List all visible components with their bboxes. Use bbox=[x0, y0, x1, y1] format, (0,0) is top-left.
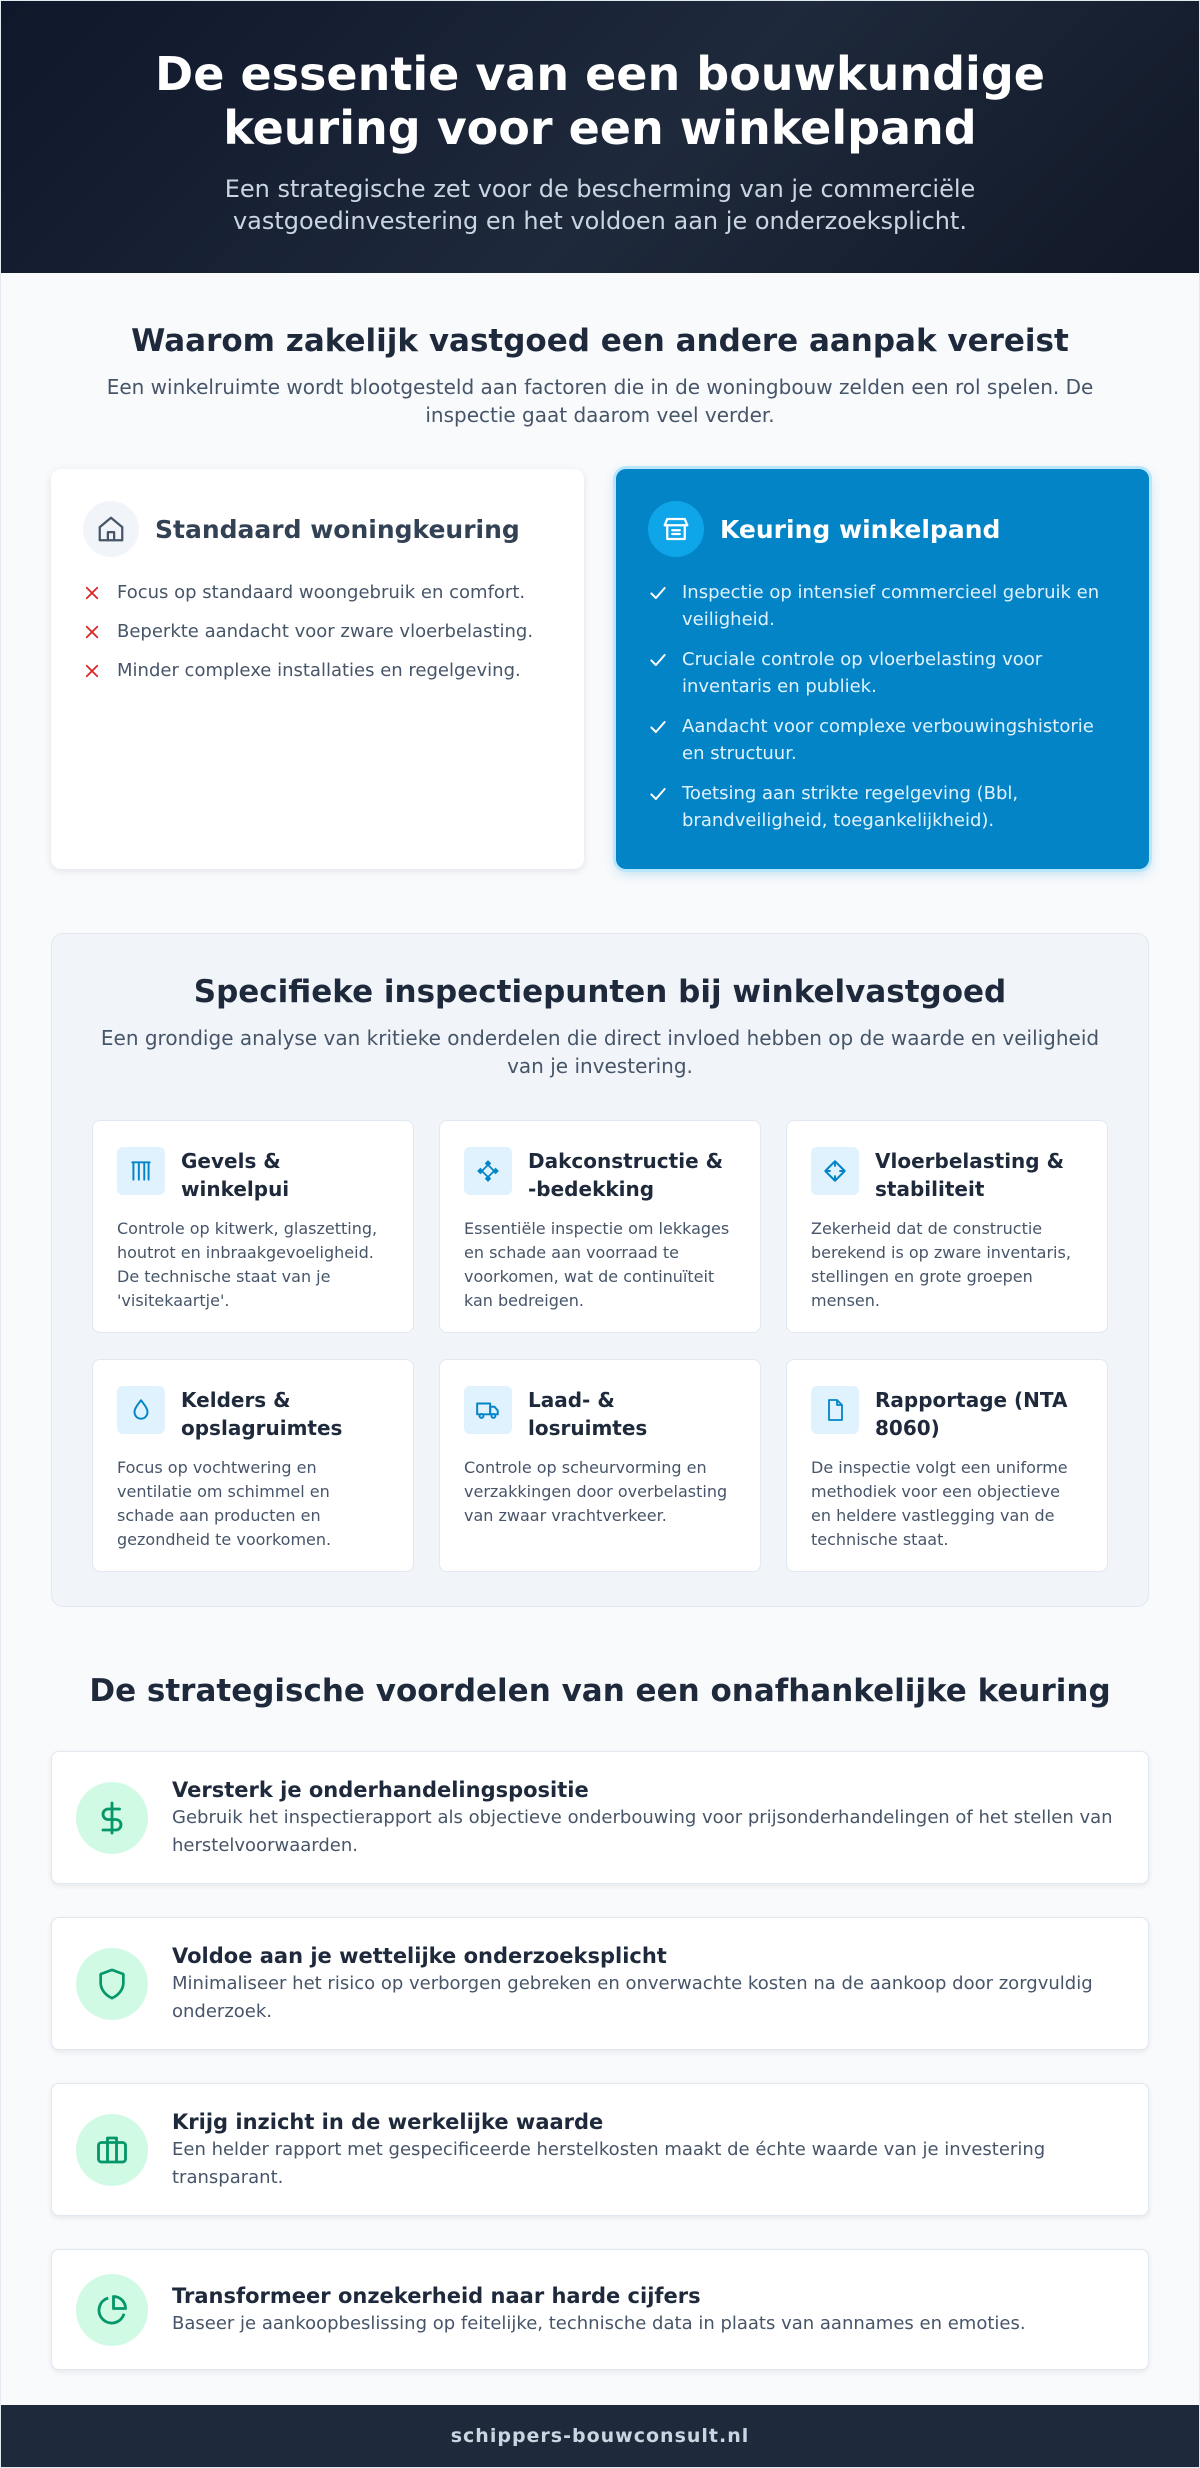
benefit-title: Voldoe aan je wettelijke onderzoeksplicht bbox=[172, 1943, 667, 1968]
benefit-value-insight bbox=[51, 2083, 1149, 2216]
shop-list bbox=[648, 579, 1117, 834]
store-icon bbox=[648, 501, 704, 557]
card-text: Controle op scheurvorming en verzakkingen door overbelasting van zwaar vrachtverkeer. bbox=[464, 1458, 728, 1525]
list-item bbox=[648, 579, 1117, 633]
benefit-text: Minimaliseer het risico op verborgen gebreken en onverwachte kosten na de aankoop door zorgvuldig onderzoek. bbox=[172, 1972, 1093, 2022]
inspection-card-facade bbox=[92, 1120, 414, 1333]
hero bbox=[1, 1, 1199, 273]
card-title: Keuring winkelpand bbox=[720, 514, 1001, 544]
cross-icon bbox=[83, 579, 103, 606]
list-item bbox=[83, 657, 552, 684]
comparison-cards bbox=[1, 469, 1199, 869]
shop-inspection-card bbox=[616, 469, 1149, 869]
standard-inspection-card bbox=[51, 469, 584, 869]
list-item bbox=[83, 618, 552, 645]
benefit-legal-duty bbox=[51, 1917, 1149, 2050]
list-item-text: Inspectie op intensief commercieel gebruik en veiligheid. bbox=[682, 582, 1100, 630]
inspection-card-report bbox=[786, 1359, 1108, 1572]
pie-chart-icon bbox=[76, 2274, 148, 2346]
benefit-negotiation bbox=[51, 1751, 1149, 1884]
page-title: De essentie van een bouwkundige keuring voor een winkelpand bbox=[155, 47, 1045, 155]
inspection-card-roof bbox=[439, 1120, 761, 1333]
list-item bbox=[83, 579, 552, 606]
inspection-card-loading bbox=[439, 1359, 761, 1572]
standard-list bbox=[83, 579, 552, 684]
list-item-text: Beperkte aandacht voor zware vloerbelasting. bbox=[117, 621, 534, 642]
card-title: Kelders & opslagruimtes bbox=[181, 1388, 343, 1440]
document-icon bbox=[811, 1386, 859, 1434]
comparison-section bbox=[1, 273, 1199, 869]
card-title: Gevels & winkelpui bbox=[181, 1149, 290, 1201]
list-item-text: Aandacht voor complexe verbouwingshistorie en structuur. bbox=[682, 716, 1094, 764]
card-text: Essentiële inspectie om lekkages en schade aan voorraad te voorkomen, wat de continuïteit kan bedreigen. bbox=[464, 1219, 730, 1310]
check-icon bbox=[648, 646, 668, 673]
benefit-text: Gebruik het inspectierapport als objectieve onderbouwing voor prijsonderhandelingen of het stellen van herstelvoorwaarden. bbox=[172, 1806, 1113, 1856]
cross-icon bbox=[83, 657, 103, 684]
card-text: De inspectie volgt een uniforme methodiek voor een objectieve en heldere vastlegging van de technische staat. bbox=[811, 1458, 1068, 1549]
shield-icon bbox=[76, 1948, 148, 2020]
card-text: Controle op kitwerk, glaszetting, houtrot en inbraakgevoeligheid. De technische staat van je 'visitekaartje'. bbox=[117, 1219, 378, 1310]
card-title: Standaard woningkeuring bbox=[155, 514, 520, 544]
card-header bbox=[648, 501, 1117, 557]
comparison-title: Waarom zakelijk vastgoed een andere aanpak vereist bbox=[131, 323, 1069, 359]
list-item bbox=[648, 646, 1117, 700]
hero-subtitle: Een strategische zet voor de bescherming van je commerciële vastgoedinvestering en het voldoen aan je onderzoeksplicht. bbox=[224, 175, 976, 235]
list-item bbox=[648, 713, 1117, 767]
list-item bbox=[648, 780, 1117, 834]
benefit-title: Versterk je onderhandelingspositie bbox=[172, 1777, 589, 1802]
inspection-card-floor-load bbox=[786, 1120, 1108, 1333]
inspection-card-basements bbox=[92, 1359, 414, 1572]
card-title: Vloerbelasting & stabiliteit bbox=[875, 1149, 1065, 1201]
inspection-subtitle: Een grondige analyse van kritieke onderdelen die direct invloed hebben op de waarde en veiligheid van je investering. bbox=[100, 1026, 1100, 1078]
check-icon bbox=[648, 780, 668, 807]
benefits-list bbox=[1, 1751, 1199, 2370]
inspection-grid bbox=[52, 1120, 1148, 1572]
list-item-text: Focus op standaard woongebruik en comfort. bbox=[117, 582, 526, 603]
list-item-text: Toetsing aan strikte regelgeving (Bbl, brandveiligheid, toegankelijkheid). bbox=[682, 783, 1019, 831]
benefit-hard-figures bbox=[51, 2249, 1149, 2370]
benefit-text: Baseer je aankoopbeslissing op feitelijke, technische data in plaats van aannames en emoties. bbox=[172, 2312, 1026, 2334]
house-icon bbox=[83, 501, 139, 557]
card-title: Laad- & losruimtes bbox=[528, 1388, 648, 1440]
briefcase-icon bbox=[76, 2114, 148, 2186]
inspection-title: Specifieke inspectiepunten bij winkelvastgoed bbox=[193, 974, 1007, 1010]
footer-website-link[interactable]: schippers-bouwconsult.nl bbox=[450, 2425, 750, 2447]
card-title: Rapportage (NTA 8060) bbox=[875, 1388, 1068, 1440]
benefits-section bbox=[1, 1671, 1199, 2370]
card-header bbox=[83, 501, 552, 557]
card-title: Dakconstructie & -bedekking bbox=[528, 1149, 724, 1201]
droplet-icon bbox=[117, 1386, 165, 1434]
roof-icon bbox=[464, 1147, 512, 1195]
benefit-title: Transformeer onzekerheid naar harde cijfers bbox=[172, 2283, 701, 2308]
footer bbox=[1, 2405, 1199, 2467]
dollar-icon bbox=[76, 1782, 148, 1854]
check-icon bbox=[648, 579, 668, 606]
inspection-points-section bbox=[51, 933, 1149, 1607]
check-icon bbox=[648, 713, 668, 740]
facade-icon bbox=[117, 1147, 165, 1195]
list-item-text: Cruciale controle op vloerbelasting voor inventaris en publiek. bbox=[682, 649, 1043, 697]
benefit-title: Krijg inzicht in de werkelijke waarde bbox=[172, 2109, 604, 2134]
list-item-text: Minder complexe installaties en regelgeving. bbox=[117, 660, 521, 681]
benefit-text: Een helder rapport met gespecificeerde herstelkosten maakt de échte waarde van je investering transparant. bbox=[172, 2138, 1046, 2188]
card-text: Zekerheid dat de constructie berekend is op zware inventaris, stellingen en grote groepen mensen. bbox=[811, 1219, 1071, 1310]
benefits-title: De strategische voordelen van een onafhankelijke keuring bbox=[89, 1673, 1111, 1709]
card-text: Focus op vochtwering en ventilatie om schimmel en schade aan producten en gezondheid te voorkomen. bbox=[117, 1458, 332, 1549]
load-icon bbox=[811, 1147, 859, 1195]
cross-icon bbox=[83, 618, 103, 645]
comparison-subtitle: Een winkelruimte wordt blootgesteld aan factoren die in de woningbouw zelden een rol spelen. De inspectie gaat daarom veel verder. bbox=[106, 375, 1094, 427]
truck-icon bbox=[464, 1386, 512, 1434]
